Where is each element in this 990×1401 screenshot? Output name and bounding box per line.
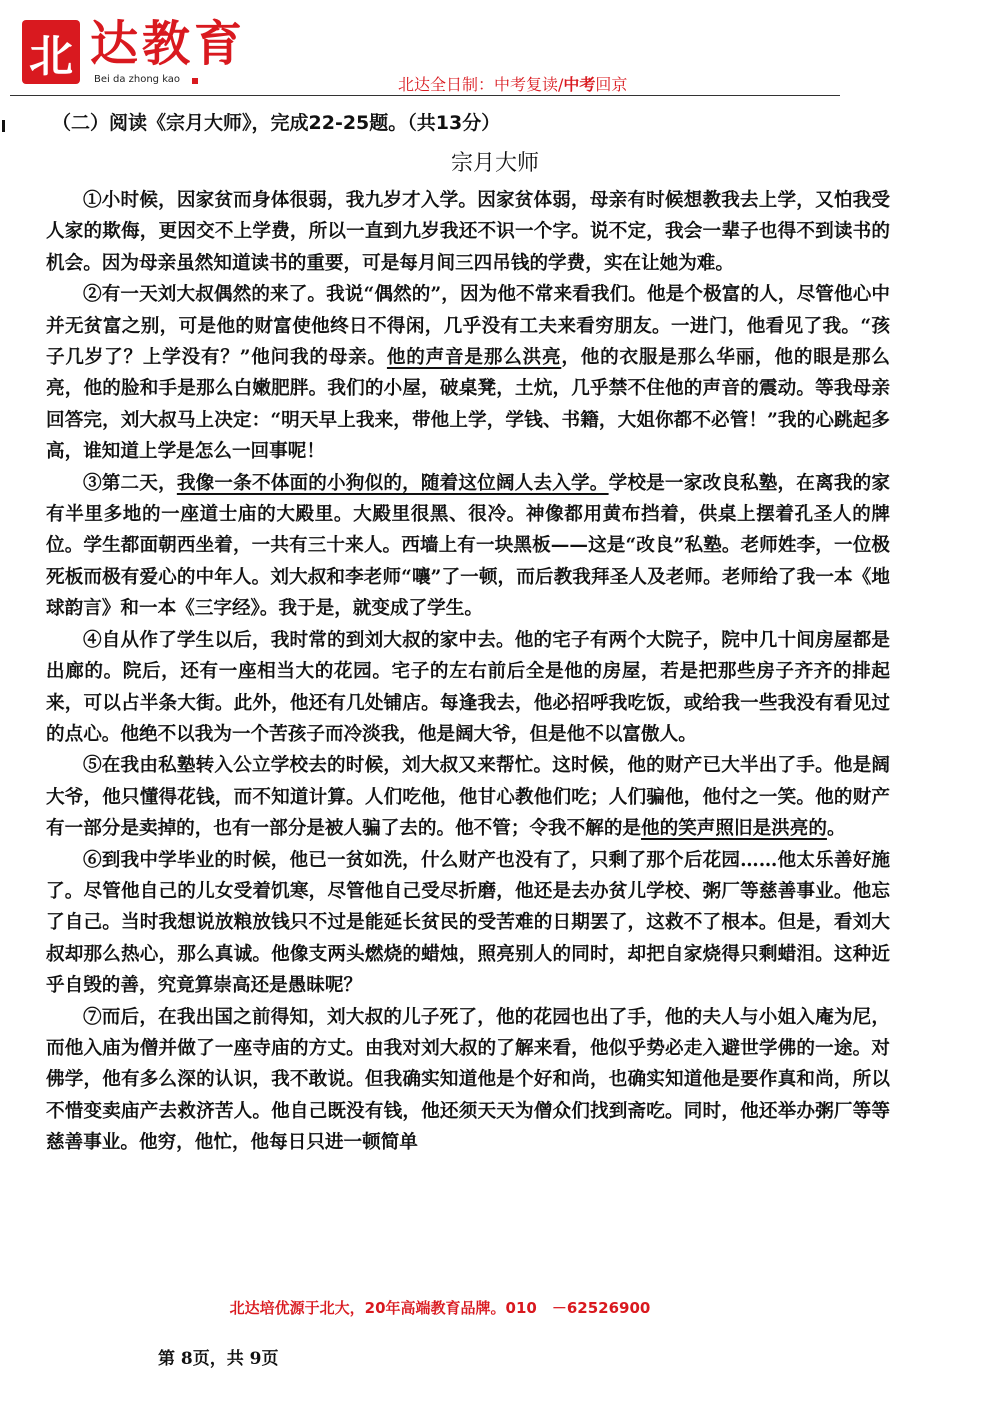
logo-name: 达教育 (90, 16, 247, 72)
page-number: 第 8页，共 9页 (158, 1349, 279, 1369)
section-heading: （二）阅读《宗月大师》，完成22-25题。（共13分） (52, 112, 501, 134)
paragraph-4: ④自从作了学生以后，我时常的到刘大叔的家中去。他的宅子有两个大院子，院中几十间房屋都是出廊的。院后，还有一座相当大的花园。宅子的左右前后全是他的房屋，若是把那些房子齐齐的排起来，可以占半条大街。此外，他还有几处铺店。每逢我去，他必招呼我吃饭，或给我一些我没有看见过的点心。他绝不以我为一个苦孩子而冷淡我，他是阔大爷，但是他不以富傲人。 (46, 629, 890, 745)
underlined-sentence: 他的笑声照旧是洪亮的 (641, 818, 827, 840)
header-divider (10, 95, 840, 96)
paragraph-6: ⑥到我中学毕业的时候，他已一贫如洗，什么财产也没有了，只剩了那个后花园……他太乐善好施了。尽管他自己的儿女受着饥寒，尽管他自己受尽折磨，他还是去办贫儿学校、粥厂等慈善事业。他忘了自己。当时我想说放粮放钱只不过是能延长贫民的受苦难的日期罢了，这救不了根本。但是，看刘大叔却那么热心，那么真诚。他像支两头燃烧的蜡烛，照亮别人的同时，却把自家烧得只剩蜡泪。这种近乎自毁的善，究竟算崇高还是愚昧呢？ (46, 849, 890, 997)
paragraph-1: ①小时候，因家贫而身体很弱，我九岁才入学。因家贫体弱，母亲有时候想教我去上学，又怕我受人家的欺侮，更因交不上学费，所以一直到九岁我还不识一个字。说不定，我会一辈子也得不到读书的机会。因为母亲虽然知道读书的重要，可是每月间三四吊钱的学费，实在让她为难。 (46, 190, 890, 274)
paragraph-2: ②有一天刘大叔偶然的来了。我说“偶然的”，因为他不常来看我们。他是个极富的人，尽管他心中并无贫富之别，可是他的财富使他终日不得闲，几乎没有工夫来看穷朋友。一进门，他看见了我。“孩子几岁了？上学没有？”他问我的母亲。他的声音是那么洪亮，他的衣服是那么华丽，他的眼是那么亮，他的脸和手是那么白嫩肥胖。我们的小屋，破桌凳，土炕，几乎禁不住他的声音的震动。等我母亲回答完，刘大叔马上决定：“明天早上我来，带他上学，学钱、书籍，大姐你都不必管！”我的心跳起多高，谁知道上学是怎么一回事呢！ (46, 284, 890, 463)
article-title: 宗月大师 (450, 151, 539, 176)
footer-note: 北达培优源于北大，20年高端教育品牌。010 －62526900 (229, 1299, 651, 1317)
paragraph-7: ⑦而后，在我出国之前得知，刘大叔的儿子死了，他的花园也出了手，他的夫人与小姐入庵为尼，而他入庙为僧并做了一座寺庙的方丈。由我对刘大叔的了解来看，他似乎势必走入避世学佛的一途。对佛学，他有多么深的认识，我不敢说。但我确实知道他是个好和尚，也确实知道他是要作真和尚，所以不惜变卖庙产去救济苦人。他自己既没有钱，他还须天天为僧众们找到斋吃。同时，他还举办粥厂等等慈善事业。他穷，他忙，他每日只进一顿简单 (46, 1006, 890, 1154)
article-body (46, 185, 890, 1159)
paragraph-3: ③第二天，我像一条不体面的小狗似的，随着这位阔人去入学。学校是一家改良私塾，在离我的家有半里多地的一座道士庙的大殿里。大殿里很黑、很冷。神像都用黄布挡着，供桌上摆着孔圣人的牌位。学生都面朝西坐着，一共有三十来人。西墙上有一块黑板——这是“改良”私塾。老师姓李，一位极死板而极有爱心的中年人。刘大叔和李老师“嚷”了一顿，而后教我拜圣人及老师。老师给了我一本《地球韵言》和一本《三字经》。我于是，就变成了学生。 (46, 472, 890, 620)
logo-pinyin: Bei da zhong kao (94, 74, 181, 85)
logo-dot-icon (192, 78, 198, 84)
margin-mark (2, 120, 5, 132)
underlined-sentence: 我像一条不体面的小狗似的，随着这位阔人去入学。 (176, 472, 609, 494)
underlined-sentence: 他的声音是那么洪亮 (386, 347, 562, 369)
header-tagline: 北达全日制：中考复读/中考回京 (398, 75, 628, 94)
paragraph-5: ⑤在我由私塾转入公立学校去的时候，刘大叔又来帮忙。这时候，他的财产已大半出了手。他是阔大爷，他只懂得花钱，而不知道计算。人们吃他，他甘心教他们吃；人们骗他，他付之一笑。他的财产有一部分是卖掉的，也有一部分是被人骗了去的。他不管；令我不解的是他的笑声照旧是洪亮的。 (46, 755, 890, 840)
logo-mark: 北 (22, 20, 80, 84)
